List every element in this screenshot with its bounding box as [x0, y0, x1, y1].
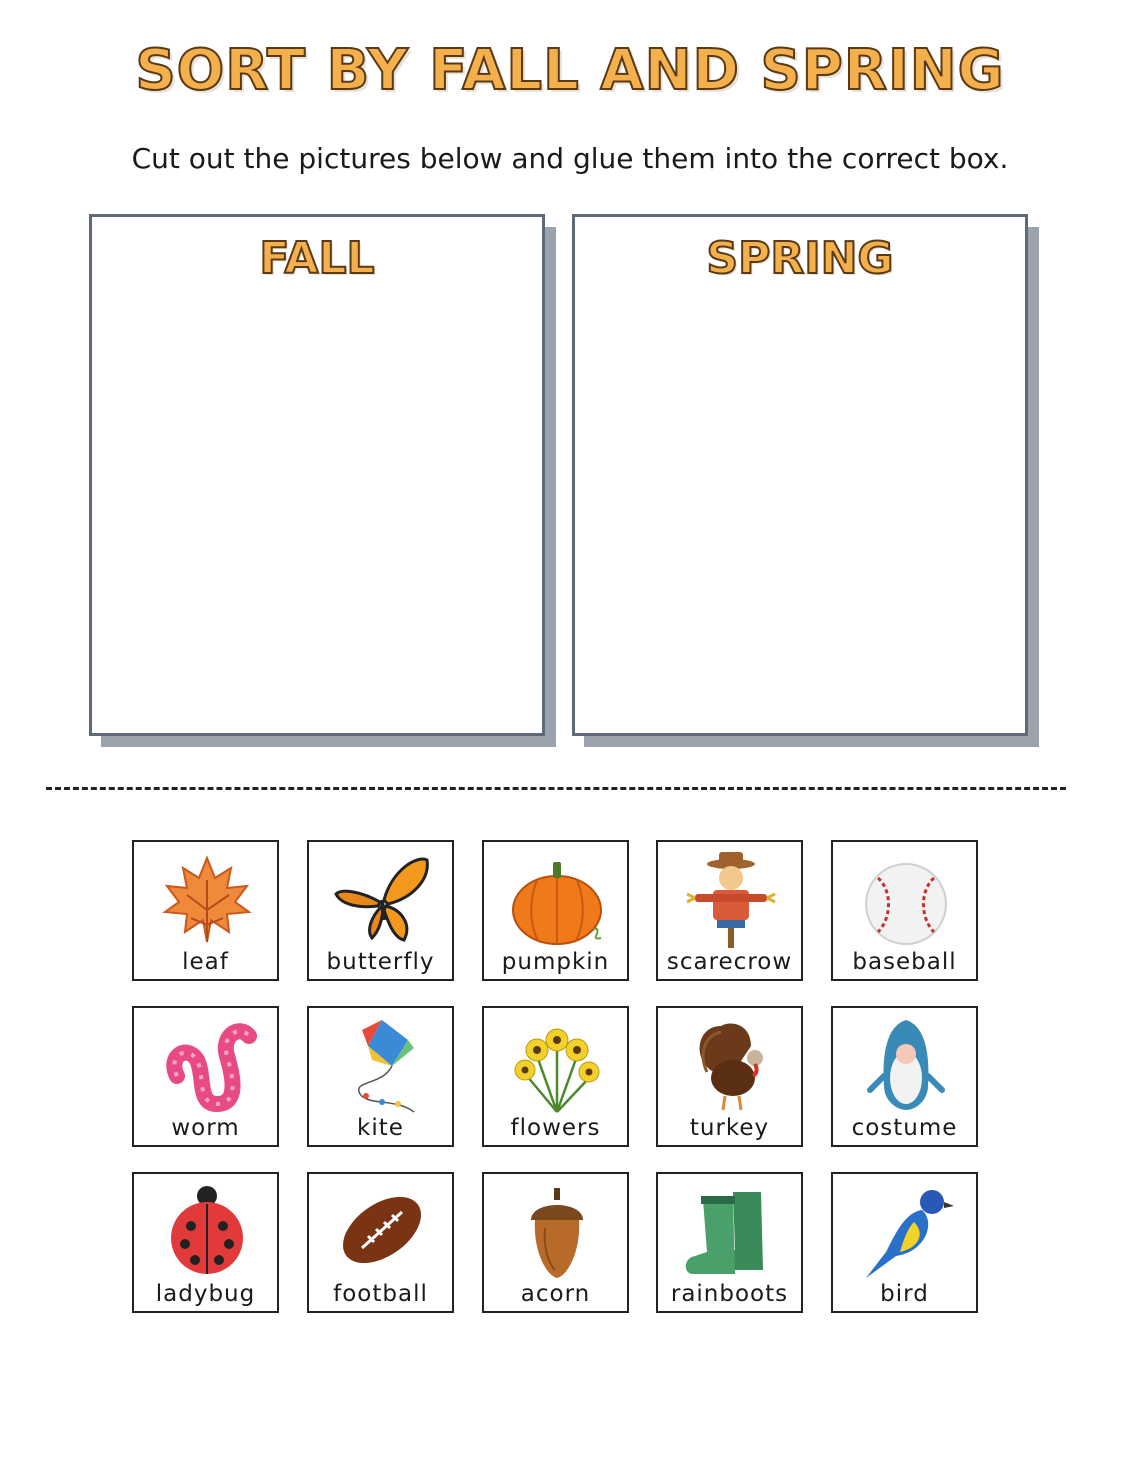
- card-label: kite: [357, 1115, 404, 1141]
- card-kite[interactable]: [307, 1006, 454, 1147]
- card-ladybug[interactable]: [132, 1172, 279, 1313]
- spring-box[interactable]: [572, 214, 1028, 736]
- kite-icon: [332, 1016, 432, 1116]
- card-acorn[interactable]: [482, 1172, 629, 1313]
- turkey-icon: [681, 1016, 781, 1116]
- card-label: flowers: [510, 1115, 601, 1141]
- card-flowers[interactable]: [482, 1006, 629, 1147]
- card-label: ladybug: [155, 1281, 256, 1307]
- fall-box-title: FALL: [259, 233, 375, 284]
- card-label: worm: [171, 1115, 240, 1141]
- card-turkey[interactable]: [656, 1006, 803, 1147]
- card-baseball[interactable]: [831, 840, 978, 981]
- card-label: bird: [880, 1281, 929, 1307]
- spring-box-title: SPRING: [706, 233, 894, 284]
- card-label: football: [333, 1281, 428, 1307]
- card-label: pumpkin: [501, 949, 610, 975]
- card-label: acorn: [520, 1281, 591, 1307]
- acorn-icon: [507, 1182, 607, 1282]
- instructions-text: Cut out the pictures below and glue them into the correct box.: [131, 142, 1009, 175]
- worm-icon: [157, 1016, 257, 1116]
- page-title: SORT BY FALL AND SPRING: [135, 38, 1005, 103]
- card-label: butterfly: [326, 949, 435, 975]
- butterfly-icon: [332, 850, 432, 950]
- card-worm[interactable]: [132, 1006, 279, 1147]
- card-leaf[interactable]: [132, 840, 279, 981]
- scarecrow-icon: [681, 850, 781, 950]
- flowers-icon: [507, 1016, 607, 1116]
- costume-icon: [856, 1016, 956, 1116]
- card-scarecrow[interactable]: [656, 840, 803, 981]
- card-label: turkey: [689, 1115, 770, 1141]
- cut-line-divider: [46, 787, 1066, 790]
- bird-icon: [856, 1182, 956, 1282]
- card-label: leaf: [182, 949, 229, 975]
- football-icon: [332, 1182, 432, 1282]
- baseball-icon: [856, 850, 956, 950]
- card-costume[interactable]: [831, 1006, 978, 1147]
- card-butterfly[interactable]: [307, 840, 454, 981]
- rainboots-icon: [681, 1182, 781, 1282]
- card-rainboots[interactable]: [656, 1172, 803, 1313]
- leaf-icon: [157, 850, 257, 950]
- card-pumpkin[interactable]: [482, 840, 629, 981]
- card-bird[interactable]: [831, 1172, 978, 1313]
- card-label: scarecrow: [666, 949, 793, 975]
- card-label: costume: [851, 1115, 958, 1141]
- card-label: rainboots: [670, 1281, 789, 1307]
- fall-box[interactable]: [89, 214, 545, 736]
- ladybug-icon: [157, 1182, 257, 1282]
- card-football[interactable]: [307, 1172, 454, 1313]
- pumpkin-icon: [507, 850, 607, 950]
- card-label: baseball: [852, 949, 957, 975]
